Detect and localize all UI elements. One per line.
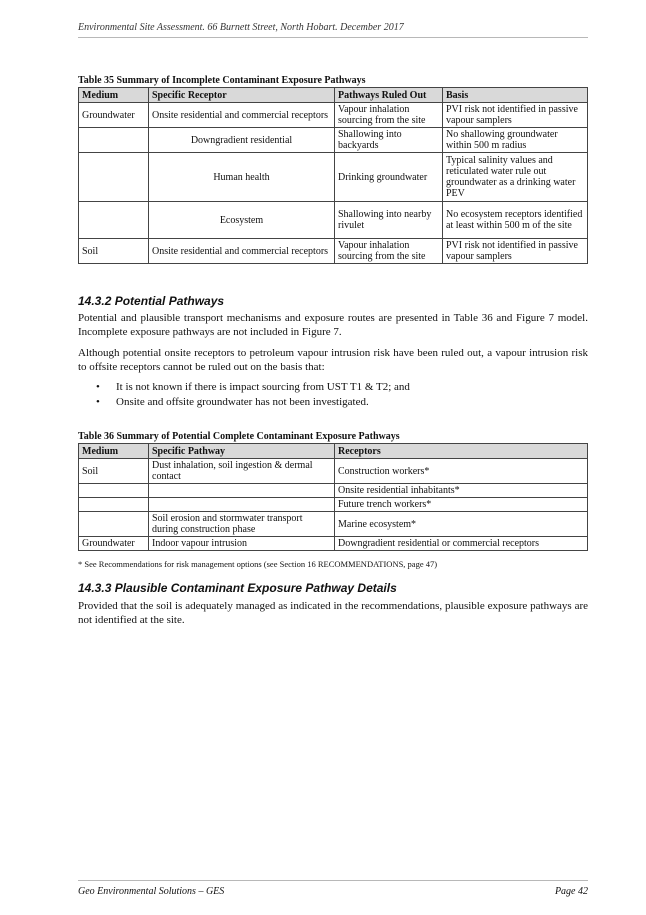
table-cell: No ecosystem receptors identified at least within 500 m of the site [443,202,588,239]
table-cell: No shallowing groundwater within 500 m radius [443,128,588,153]
table-row [79,484,588,498]
table-cell [79,512,149,537]
bullet-icon: • [96,396,100,408]
table-cell: Onsite residential and commercial receptors [149,103,335,128]
footer-company: Geo Environmental Solutions – GES [78,886,225,897]
table35-header-basis: Basis [443,88,588,103]
paragraph: Provided that the soil is adequately managed as indicated in the recommendations, plausible exposure pathways are not identified at the site. [78,600,588,626]
list-item-text: It is not known if there is impact sourcing from UST T1 & T2; and [116,381,410,393]
table-cell [149,484,335,498]
table-row [79,202,588,239]
table-cell: Typical salinity values and reticulated water rule out groundwater as a drinking water PEV [443,153,588,202]
table-cell [79,498,149,512]
list-item [78,380,588,395]
table-row [79,512,588,537]
table36-header-medium: Medium [79,444,149,459]
bullet-icon: • [96,381,100,393]
table-cell: Groundwater [79,537,149,551]
table35-header-medium: Medium [79,88,149,103]
table-cell: Construction workers* [335,459,588,484]
table-cell: Groundwater [79,103,149,128]
table-row [79,153,588,202]
table-cell [149,498,335,512]
table36 [78,443,588,551]
table35-header-receptor: Specific Receptor [149,88,335,103]
table36-header-pathway: Specific Pathway [149,444,335,459]
table35 [78,87,588,264]
table-cell: Vapour inhalation sourcing from the site [335,239,443,264]
table-cell: Ecosystem [149,202,335,239]
table35-caption: Table 35 Summary of Incomplete Contaminant Exposure Pathways [78,75,366,86]
table-cell [79,153,149,202]
table-cell: Shallowing into nearby rivulet [335,202,443,239]
table-cell: Soil erosion and stormwater transport during construction phase [149,512,335,537]
table-cell: Marine ecosystem* [335,512,588,537]
table-cell [79,484,149,498]
table-cell: PVI risk not identified in passive vapour samplers [443,239,588,264]
table-cell: Downgradient residential or commercial receptors [335,537,588,551]
bullet-list [78,380,588,410]
table-cell: Onsite residential and commercial receptors [149,239,335,264]
table-cell [79,128,149,153]
table-cell: Future trench workers* [335,498,588,512]
table-cell: Vapour inhalation sourcing from the site [335,103,443,128]
header-divider [78,37,588,38]
list-item [78,395,588,410]
table-row [79,459,588,484]
table-cell: Onsite residential inhabitants* [335,484,588,498]
table35-header-pathways: Pathways Ruled Out [335,88,443,103]
table-row [79,128,588,153]
table-row [79,239,588,264]
section-heading-1433: 14.3.3 Plausible Contaminant Exposure Pathway Details [78,581,397,595]
table36-header-row [79,444,588,459]
table-cell: Shallowing into backyards [335,128,443,153]
table-cell: Indoor vapour intrusion [149,537,335,551]
table-cell [79,202,149,239]
table36-footnote: * See Recommendations for risk management options (see Section 16 RECOMMENDATIONS, page 47) [78,559,438,569]
table-cell: Soil [79,239,149,264]
section-heading-1432: 14.3.2 Potential Pathways [78,294,225,308]
table36-header-receptors: Receptors [335,444,588,459]
table36-caption: Table 36 Summary of Potential Complete Contaminant Exposure Pathways [78,431,400,442]
paragraph: Potential and plausible transport mechanisms and exposure routes are presented in Table 36 and Figure 7 model. Incomplete exposure pathways are not included in Figure 7. [78,312,588,338]
page-number: Page 42 [554,886,588,897]
footer-divider [78,880,588,881]
table-cell: Soil [79,459,149,484]
list-item-text: Onsite and offsite groundwater has not been investigated. [116,396,369,408]
table-cell: Human health [149,153,335,202]
table-row [79,103,588,128]
page-header: Environmental Site Assessment. 66 Burnett Street, North Hobart. December 2017 [78,22,404,33]
table-row [79,537,588,551]
table-cell: Downgradient residential [149,128,335,153]
table35-header-row [79,88,588,103]
table-cell: Drinking groundwater [335,153,443,202]
table-row [79,498,588,512]
paragraph: Although potential onsite receptors to petroleum vapour intrusion risk have been ruled out, a vapour intrusion risk to offsite receptors cannot be ruled out on the basis that: [78,347,588,373]
table-cell: PVI risk not identified in passive vapour samplers [443,103,588,128]
table-cell: Dust inhalation, soil ingestion & dermal contact [149,459,335,484]
